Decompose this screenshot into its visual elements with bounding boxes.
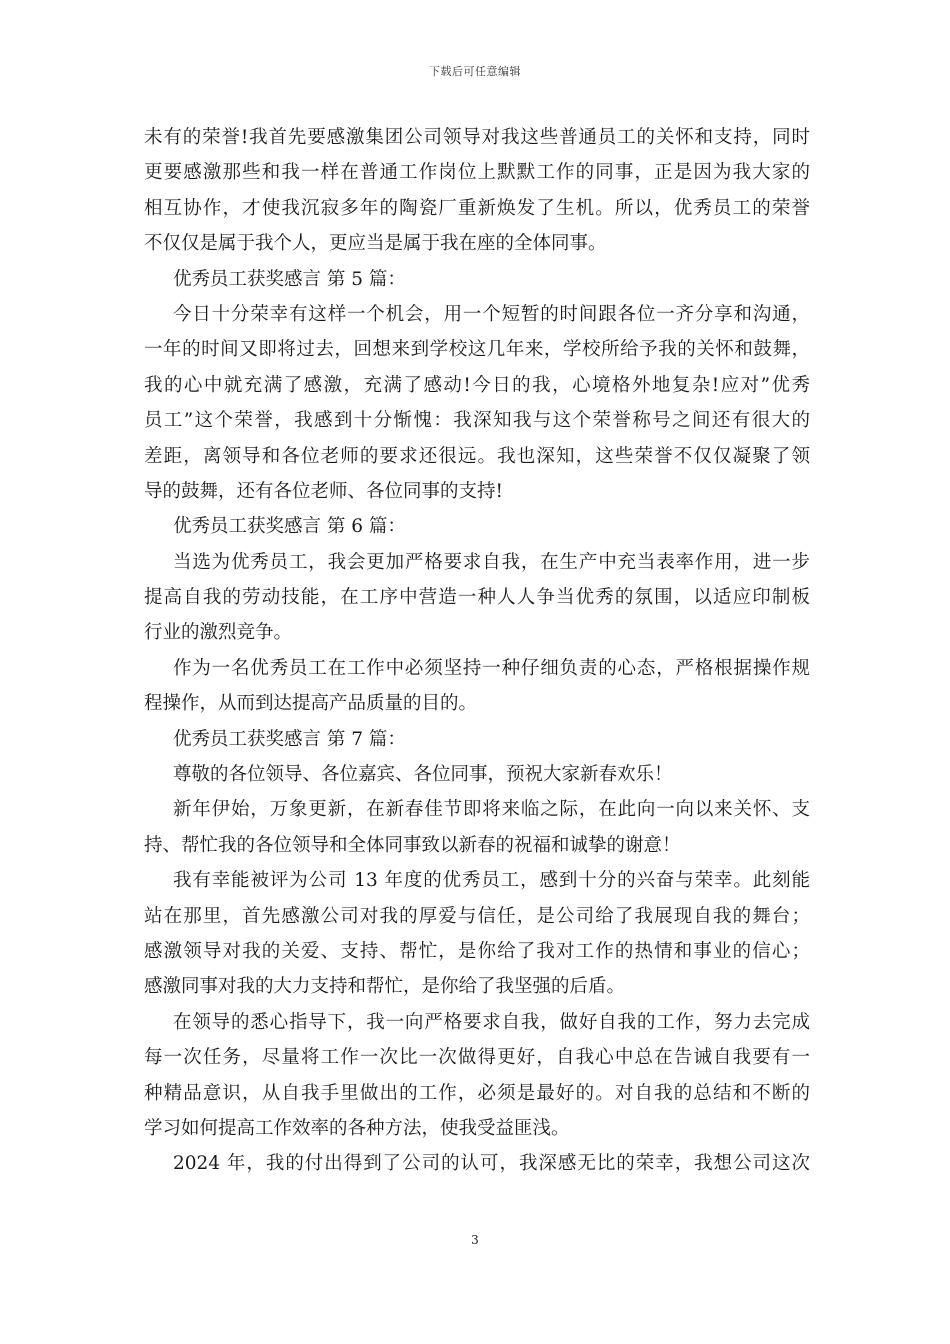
text-line: 行业的激烈竞争。 xyxy=(144,622,293,644)
text-line: 未有的荣誉!我首先要感激集团公司领导对我这些普通员工的关怀和支持，同时 xyxy=(144,127,810,148)
document-body xyxy=(144,120,810,1182)
text-line: 更要感激那些和我一样在普通工作岗位上默默工作的同事，正是因为我大家的 xyxy=(144,162,810,184)
text-line: 2024 年，我的付出得到了公司的认可，我深感无比的荣幸，我想公司这次 xyxy=(173,1153,810,1175)
text-line: 我的心中就充满了感激，充满了感动!今日的我，心境格外地复杂!应对”优秀 xyxy=(144,374,810,396)
text-line: 今日十分荣幸有这样一个机会，用一个短暂的时间跟各位一齐分享和沟通， xyxy=(173,303,810,325)
text-line: 站在那里，首先感激公司对我的厚爱与信任，是公司给了我展现自我的舞台； xyxy=(144,905,810,927)
text-line: 持、帮忙我的各位领导和全体同事致以新春的祝福和诚挚的谢意！ xyxy=(144,834,681,856)
text-line: 导的鼓舞，还有各位老师、各位同事的支持! xyxy=(144,480,503,502)
text-line: 程操作，从而到达提高产品质量的目的。 xyxy=(144,693,478,715)
text-line: 当选为优秀员工，我会更加严格要求自我，在生产中充当表率作用，进一步 xyxy=(173,551,810,573)
text-line: 优秀员工获奖感言 第 6 篇： xyxy=(173,516,406,538)
text-line: 每一次任务，尽量将工作一次比一次做得更好，自我心中总在告诫自我要有一 xyxy=(144,1047,810,1069)
text-line: 一年的时间又即将过去，回想来到学校这几年来，学校所给予我的关怀和鼓舞， xyxy=(144,339,810,361)
text-line: 提高自我的劳动技能，在工序中营造一种人人争当优秀的氛围，以适应印制板 xyxy=(144,587,810,609)
text-line: 差距，离领导和各位老师的要求还很远。我也深知，这些荣誉不仅仅凝聚了领 xyxy=(144,445,810,467)
text-line: 优秀员工获奖感言 第 5 篇： xyxy=(173,268,406,290)
text-line: 感激同事对我的大力支持和帮忙，是你给了我坚强的后盾。 xyxy=(144,976,626,998)
page-number: 3 xyxy=(471,1233,479,1247)
text-line: 学习如何提高工作效率的各种方法，使我受益匪浅。 xyxy=(144,1117,570,1139)
text-line: 相互协作，才使我沉寂多年的陶瓷厂重新焕发了生机。所以，优秀员工的荣誉 xyxy=(144,197,810,219)
text-line: 尊敬的各位领导、各位嘉宾、各位同事，预祝大家新春欢乐！ xyxy=(173,764,673,786)
page-header: 下载后可任意编辑 xyxy=(429,65,521,78)
text-line: 在领导的悉心指导下，我一向严格要求自我，做好自我的工作，努力去完成 xyxy=(173,1011,810,1033)
text-line: 感激领导对我的关爱、支持、帮忙，是你给了我对工作的热情和事业的信心； xyxy=(144,940,810,962)
text-line: 员工”这个荣誉，我感到十分惭愧：我深知我与这个荣誉称号之间还有很大的 xyxy=(144,410,810,432)
text-line: 我有幸能被评为公司 13 年度的优秀员工，感到十分的兴奋与荣幸。此刻能 xyxy=(173,870,810,892)
text-line: 种精品意识，从自我手里做出的工作，必须是最好的。对自我的总结和不断的 xyxy=(144,1082,810,1104)
text-line: 作为一名优秀员工在工作中必须坚持一种仔细负责的心态，严格根据操作规 xyxy=(173,657,810,679)
text-line: 新年伊始，万象更新，在新春佳节即将来临之际，在此向一向以来关怀、支 xyxy=(173,799,810,821)
text-line: 不仅仅是属于我个人，更应当是属于我在座的全体同事。 xyxy=(144,233,607,255)
text-line: 优秀员工获奖感言 第 7 篇： xyxy=(173,728,406,750)
